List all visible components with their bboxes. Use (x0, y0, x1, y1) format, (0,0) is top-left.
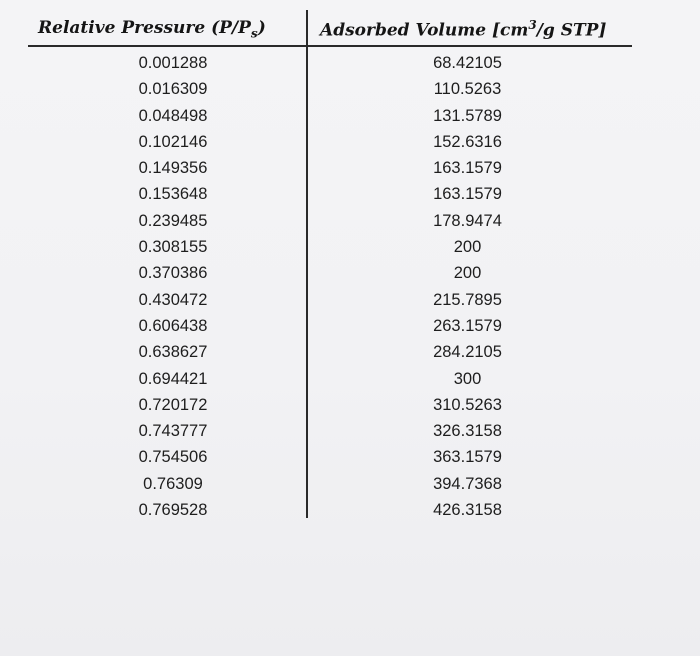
pressure-cell: 0.370386 (138, 264, 208, 283)
pressure-cell: 0.102146 (138, 132, 208, 151)
pressure-cell: 0.153648 (138, 185, 208, 204)
volume-cell: 68.42105 (433, 54, 502, 72)
volume-cell: 326.3158 (433, 422, 502, 441)
table-row (0, 289, 700, 315)
pressure-cell: 0.694421 (138, 369, 208, 388)
volume-cell: 284.2105 (433, 343, 502, 362)
volume-cell: 263.1579 (433, 316, 502, 335)
header-left-subscript: s (250, 26, 258, 41)
pressure-cell: 0.016309 (138, 80, 208, 99)
pressure-cell: 0.720172 (138, 395, 208, 414)
volume-cell: 394.7368 (433, 474, 502, 493)
table-row (0, 52, 700, 78)
pressure-cell: 0.048498 (138, 106, 208, 125)
pressure-cell: 0.76309 (143, 474, 203, 493)
table-row (0, 105, 700, 131)
table-row (0, 131, 700, 157)
pressure-cell: 0.001288 (138, 54, 208, 72)
table-body (0, 52, 700, 525)
header-adsorbed-volume (320, 18, 606, 48)
header-left-close: ) (257, 18, 266, 38)
pressure-cell: 0.308155 (138, 238, 208, 257)
table-row (0, 499, 700, 525)
table-row (0, 446, 700, 472)
pressure-cell: 0.743777 (138, 422, 208, 441)
header-right-superscript: 3 (528, 18, 537, 32)
volume-cell: 363.1579 (433, 448, 502, 467)
volume-cell: 152.6316 (433, 132, 502, 151)
pressure-cell: 0.430472 (138, 290, 208, 309)
pressure-cell: 0.149356 (138, 159, 208, 178)
volume-cell: 300 (453, 369, 482, 388)
header-relative-pressure (38, 18, 266, 48)
pressure-cell: 0.239485 (138, 211, 208, 230)
pressure-cell: 0.769528 (138, 501, 208, 520)
header-right-text: Adsorbed Volume [cm (320, 20, 529, 41)
pressure-cell: 0.754506 (138, 448, 208, 467)
pressure-cell: 0.638627 (138, 343, 208, 362)
table-row (0, 420, 700, 446)
table-row (0, 78, 700, 104)
table-row (0, 341, 700, 367)
table-row (0, 368, 700, 394)
table-row (0, 315, 700, 341)
volume-cell: 200 (453, 264, 482, 283)
table-row (0, 394, 700, 420)
volume-cell: 110.5263 (433, 80, 502, 99)
table-row (0, 157, 700, 183)
table-row (0, 210, 700, 236)
volume-cell: 163.1579 (433, 159, 502, 178)
volume-cell: 178.9474 (433, 211, 502, 230)
header-right-close: /g STP] (536, 20, 607, 41)
header-divider (28, 45, 632, 47)
table-row (0, 473, 700, 499)
table-row (0, 183, 700, 209)
volume-cell: 200 (453, 238, 482, 257)
header-left-text: Relative Pressure (P/P (38, 18, 251, 38)
volume-cell: 310.5263 (433, 395, 502, 414)
volume-cell: 426.3158 (433, 501, 502, 520)
pressure-cell: 0.606438 (138, 316, 208, 335)
table-row (0, 262, 700, 288)
volume-cell: 163.1579 (433, 185, 502, 204)
table-row (0, 236, 700, 262)
volume-cell: 215.7895 (433, 290, 502, 309)
volume-cell: 131.5789 (433, 106, 502, 125)
